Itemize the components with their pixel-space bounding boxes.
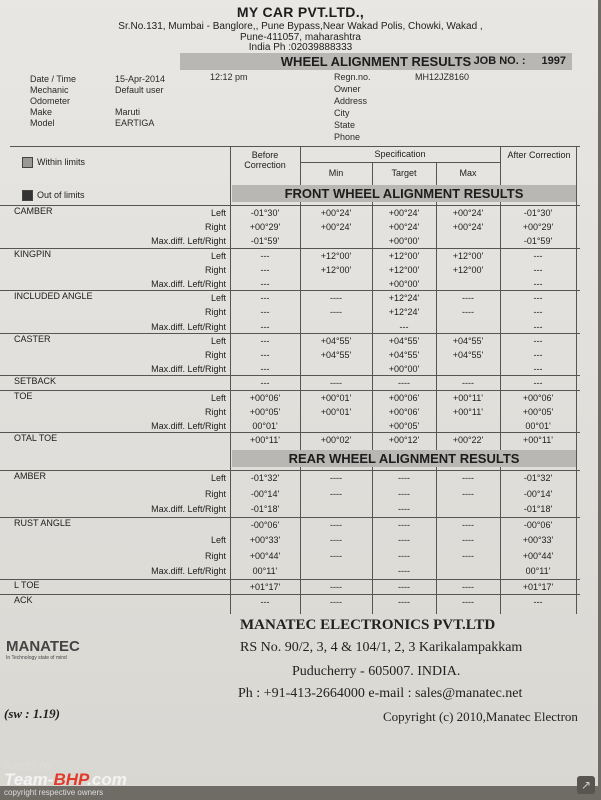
company-address-line-3: India Ph :02039888333 — [248, 42, 353, 53]
value-min: ---- — [330, 597, 342, 607]
info-value: MH12JZ8160 — [415, 72, 470, 82]
value-max: +00°22' — [452, 435, 484, 446]
parameter-name: RUST ANGLE — [14, 517, 71, 528]
value-after: 00°11' — [525, 566, 551, 576]
value-target: ---- — [398, 597, 410, 607]
value-min: ---- — [330, 307, 342, 318]
value-max: ---- — [462, 473, 474, 483]
info-label: Model — [30, 118, 55, 128]
value-max: +00°24' — [452, 208, 484, 218]
hosted-on-label: HOSTED ON : — [4, 762, 57, 771]
value-before: --- — [260, 293, 270, 304]
value-before: +00°29' — [249, 222, 281, 233]
value-before: -01°30' — [250, 208, 280, 218]
value-before: --- — [260, 279, 270, 289]
row-divider — [0, 205, 580, 206]
value-min: ---- — [330, 535, 342, 545]
company-name: MY CAR PVT.LTD., — [236, 4, 365, 20]
value-max: ---- — [462, 550, 474, 561]
value-target: +00°05' — [388, 421, 420, 431]
value-min: ---- — [330, 519, 342, 530]
value-min: +00°24' — [320, 208, 352, 218]
value-after: -00°06' — [523, 519, 553, 530]
value-before: 00°01' — [252, 421, 278, 431]
wheel-side-label: Left — [210, 535, 226, 545]
value-after: +01°17' — [522, 581, 554, 592]
value-max: ---- — [462, 519, 474, 530]
value-target: +00°00' — [388, 279, 420, 289]
legend-within-limits: Within limits — [22, 157, 85, 168]
col-target: Target — [391, 168, 417, 178]
value-max: ---- — [462, 535, 474, 545]
value-target: +00°24' — [388, 208, 420, 218]
value-max: ---- — [462, 488, 474, 499]
wheel-side-label: Max.diff. Left/Right — [151, 279, 226, 289]
wheel-side-label: Right — [204, 222, 226, 233]
value-after: --- — [533, 279, 543, 289]
value-target: +12°00' — [388, 250, 420, 261]
info-label: Date / Time — [30, 74, 77, 84]
value-max: +00°11' — [453, 392, 483, 403]
value-target: +12°00' — [388, 264, 420, 275]
row-divider — [0, 594, 580, 595]
info-value: 15-Apr-2014 — [115, 74, 166, 84]
value-max: +00°24' — [452, 222, 484, 233]
wheel-side-label: Right — [204, 550, 226, 561]
legend-swatch-light — [22, 157, 33, 168]
value-min: ---- — [330, 378, 342, 389]
value-target: +00°24' — [388, 222, 420, 233]
value-max: +12°00' — [452, 264, 484, 275]
parameter-name: SETBACK — [14, 376, 57, 387]
value-target: ---- — [398, 535, 410, 545]
value-before: --- — [260, 378, 270, 389]
col-max: Max — [459, 168, 477, 178]
value-before: -00°06' — [250, 519, 280, 530]
value-before: --- — [260, 307, 270, 318]
value-before: +00°11' — [250, 435, 280, 446]
row-divider — [0, 333, 580, 334]
value-after: --- — [533, 293, 543, 304]
parameter-name: AMBER — [14, 471, 47, 481]
info-label: State — [334, 120, 356, 130]
wheel-side-label: Left — [210, 208, 226, 218]
value-after: --- — [533, 307, 543, 318]
parameter-name: KINGPIN — [14, 248, 52, 259]
software-version: (sw : 1.19) — [4, 706, 60, 721]
value-after: --- — [533, 250, 543, 261]
info-value: EARTIGA — [115, 118, 155, 128]
col-min: Min — [328, 168, 344, 178]
info-value-time: 12:12 pm — [210, 72, 248, 82]
value-after: -01°59' — [523, 236, 553, 247]
value-before: --- — [260, 597, 270, 607]
manatec-logo: MANATEC In Technology state of mind — [6, 638, 80, 661]
wheel-side-label: Left — [210, 473, 226, 483]
row-divider — [0, 390, 580, 391]
wheel-side-label: Right — [204, 264, 226, 275]
value-max: ---- — [462, 307, 474, 318]
value-min: +04°55' — [320, 350, 352, 360]
report-title-bar — [180, 53, 572, 70]
copyright-text: Copyright (c) 2010,Manatec Electron — [383, 709, 578, 724]
value-before: --- — [260, 321, 270, 332]
row-divider — [0, 517, 580, 518]
value-min: ---- — [330, 488, 342, 499]
info-value: Default user — [115, 85, 164, 95]
value-min: ---- — [330, 473, 342, 483]
value-after: --- — [533, 597, 543, 607]
wheel-side-label: Left — [210, 335, 226, 346]
value-max: +04°55' — [452, 335, 484, 346]
value-min: +00°02' — [320, 435, 352, 446]
value-after: --- — [533, 264, 543, 275]
value-before: -01°59' — [250, 236, 280, 247]
info-value: Maruti — [115, 107, 141, 117]
wheel-side-label: Left — [210, 250, 226, 261]
value-min: +12°00' — [320, 250, 352, 261]
value-target: +12°24' — [388, 307, 420, 318]
value-before: 00°11' — [252, 566, 278, 576]
table-top-border — [10, 146, 580, 147]
value-target: +04°55' — [388, 350, 420, 360]
value-min: +00°01' — [320, 406, 352, 417]
value-after: -01°30' — [523, 208, 553, 218]
value-after: --- — [533, 364, 543, 375]
value-after: +00°11' — [523, 435, 553, 446]
value-target: ---- — [398, 581, 410, 592]
legend-out-of-limits: Out of limits — [22, 190, 85, 201]
value-target: ---- — [398, 378, 410, 389]
value-min: ---- — [330, 581, 342, 592]
value-before: +00°44' — [249, 550, 281, 561]
company-address-line-1: Sr.No.131, Mumbai - Banglore,, Pune Bypass,Near Wakad Polis, Chowki, Wakad , — [118, 21, 483, 32]
value-before: --- — [260, 250, 270, 261]
value-target: +00°12' — [388, 435, 420, 446]
value-target: +04°55' — [388, 335, 420, 346]
table-right-border — [576, 146, 577, 614]
value-target: +12°24' — [388, 293, 420, 304]
info-label: Odometer — [30, 96, 71, 106]
col-specification: Specification — [374, 149, 426, 159]
info-label: Make — [30, 107, 53, 117]
spec-divider — [300, 162, 500, 163]
parameter-name: L TOE — [14, 579, 40, 590]
value-after: --- — [533, 321, 543, 332]
job-number: JOB NO. : 1997 — [473, 55, 566, 67]
wheel-side-label: Left — [210, 392, 226, 403]
col-before-correction: Before Correction — [244, 150, 286, 170]
value-after: -01°32' — [523, 473, 553, 483]
value-before: +00°33' — [249, 535, 281, 545]
parameter-name: OTAL TOE — [14, 433, 58, 444]
value-min: +04°55' — [320, 335, 352, 346]
value-target: +00°06' — [388, 406, 420, 417]
value-min: +12°00' — [320, 264, 352, 275]
value-after: +00°05' — [522, 406, 554, 417]
parameter-name: INCLUDED ANGLE — [14, 291, 93, 302]
value-after: +00°06' — [522, 392, 554, 403]
manufacturer-name: MANATEC ELECTRONICS PVT.LTD — [240, 617, 496, 633]
info-label: Phone — [334, 132, 361, 142]
value-before: -01°18' — [250, 504, 280, 514]
company-address-line-2: Pune-411057, maharashtra — [239, 32, 361, 43]
manufacturer-address-1: RS No. 90/2, 3, 4 & 104/1, 2, 3 Karikalampakkam — [240, 640, 523, 655]
value-after: --- — [533, 350, 543, 360]
value-target: ---- — [398, 488, 410, 499]
legend-swatch-dark — [22, 190, 33, 201]
value-max: ---- — [462, 597, 474, 607]
front-results-title: FRONT WHEEL ALIGNMENT RESULTS — [232, 185, 576, 202]
value-before: --- — [260, 264, 270, 275]
parameter-name: ACK — [14, 595, 33, 605]
expand-icon[interactable]: ↗ — [577, 776, 595, 794]
value-target: +00°00' — [388, 236, 420, 247]
copyright-watermark: copyright respective owners — [4, 788, 104, 797]
manufacturer-address-2: Puducherry - 605007. INDIA. — [292, 664, 461, 679]
value-after: +00°44' — [522, 550, 554, 561]
value-before: +01°17' — [249, 581, 281, 592]
value-after: --- — [533, 378, 543, 389]
info-label: Address — [334, 96, 368, 106]
value-after: +00°29' — [522, 222, 554, 233]
row-divider — [0, 470, 580, 471]
value-after: --- — [533, 335, 543, 346]
row-divider — [0, 375, 580, 376]
wheel-side-label: Right — [204, 488, 226, 499]
value-target: ---- — [398, 473, 410, 483]
wheel-side-label: Max.diff. Left/Right — [151, 236, 226, 247]
value-max: ---- — [462, 378, 474, 389]
value-before: --- — [260, 335, 270, 346]
value-after: 00°01' — [525, 421, 551, 431]
manufacturer-contact: Ph : +91-413-2664000 e-mail : sales@manatec.net — [238, 686, 523, 701]
value-max: +00°11' — [453, 406, 483, 417]
value-before: -01°32' — [250, 473, 280, 483]
info-label: Mechanic — [30, 85, 69, 95]
value-min: ---- — [330, 550, 342, 561]
parameter-name: CASTER — [14, 333, 51, 344]
wheel-side-label: Max.diff. Left/Right — [151, 504, 226, 514]
value-before: -00°14' — [250, 488, 280, 499]
value-before: +00°05' — [249, 406, 281, 417]
value-after: +00°33' — [522, 535, 554, 545]
value-target: ---- — [398, 550, 410, 561]
value-before: --- — [260, 364, 270, 375]
wheel-side-label: Max.diff. Left/Right — [151, 566, 226, 576]
value-max: ---- — [462, 293, 474, 304]
wheel-side-label: Max.diff. Left/Right — [151, 421, 226, 431]
value-target: ---- — [398, 566, 410, 576]
parameter-name: CAMBER — [14, 206, 53, 216]
info-label: Owner — [334, 84, 361, 94]
row-divider — [0, 579, 580, 580]
value-before: --- — [260, 350, 270, 360]
col-after-correction: After Correction — [507, 150, 571, 160]
value-target: --- — [399, 321, 409, 332]
value-min: ---- — [330, 293, 342, 304]
row-divider — [0, 432, 580, 433]
wheel-side-label: Max.diff. Left/Right — [151, 321, 226, 332]
report-title: WHEEL ALIGNMENT RESULTS — [280, 54, 472, 69]
value-max: +04°55' — [452, 350, 484, 360]
value-max: +12°00' — [452, 250, 484, 261]
value-before: +00°06' — [249, 392, 281, 403]
value-target: +00°06' — [388, 392, 420, 403]
wheel-side-label: Right — [204, 307, 226, 318]
value-target: +00°00' — [388, 364, 420, 375]
wheel-side-label: Max.diff. Left/Right — [151, 364, 226, 375]
team-bhp-watermark: Team-BHP.com — [4, 770, 127, 789]
wheel-side-label: Left — [210, 293, 226, 304]
value-min: +00°24' — [320, 222, 352, 233]
wheel-side-label: Right — [204, 406, 226, 417]
rear-results-title: REAR WHEEL ALIGNMENT RESULTS — [232, 450, 576, 467]
value-min: +00°01' — [320, 392, 352, 403]
value-target: ---- — [398, 504, 410, 514]
value-after: -00°14' — [523, 488, 553, 499]
value-target: ---- — [398, 519, 410, 530]
wheel-side-label: Right — [204, 350, 226, 360]
value-after: -01°18' — [523, 504, 553, 514]
value-max: ---- — [462, 581, 474, 592]
info-label: Regn.no. — [334, 72, 371, 82]
info-label: City — [334, 108, 350, 118]
parameter-name: TOE — [14, 390, 33, 401]
row-divider — [0, 248, 580, 249]
